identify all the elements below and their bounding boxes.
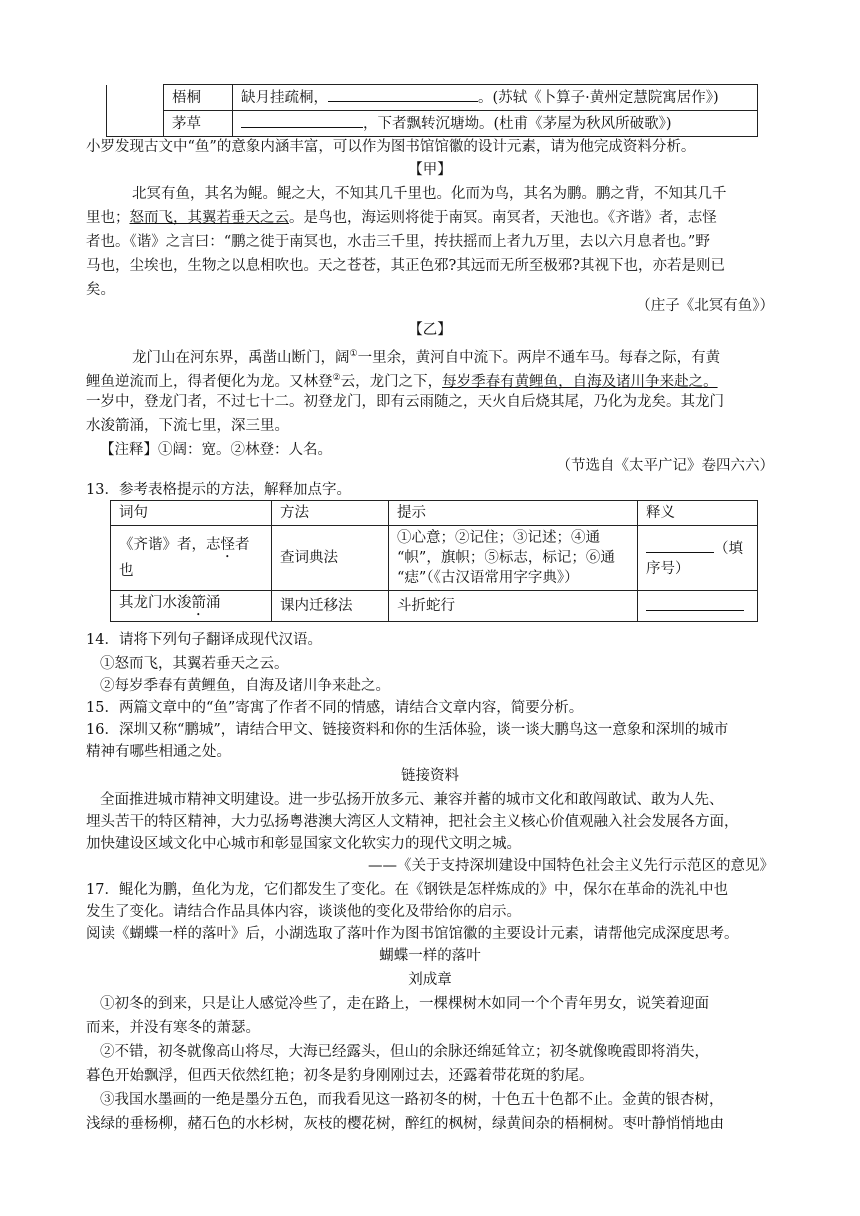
phrase-cell: 《齐谐》者，志怪者 也 (111, 526, 272, 591)
intro-text: 小罗发现古文中“鱼”的意象内涵丰富，可以作为图书馆馆徽的设计元素，请为他完成资料分析。 (86, 139, 696, 155)
image-label: 茅草 (164, 111, 233, 137)
poem-line (233, 85, 758, 111)
header-cell: 释义 (638, 501, 758, 526)
poem-source: ，下者飘转沉塘坳。(杜甫《茅屋为秋风所破歌》) (363, 116, 672, 132)
poem-line (233, 111, 758, 137)
essay-title: 蝴蝶一样的落叶 (379, 948, 481, 964)
essay-paragraph: ③我国水墨画的一绝是墨分五色，而我看见这一路初冬的树，十色五十色都不止。金黄的银杏树， (100, 1092, 724, 1108)
answer-hint: 序号） (646, 560, 690, 577)
phrase-cell: 其龙门水浚箭涌 (111, 591, 272, 622)
table-spacer-cell (107, 85, 164, 137)
answer-blank[interactable] (241, 113, 363, 128)
link-line: 加快建设区域文化中心城市和彰显国家文化软实力的现代文明之城。 (86, 836, 521, 852)
hint-cell: 斗折蛇行 (389, 591, 638, 622)
answer-blank[interactable] (646, 596, 744, 611)
header-cell: 词句 (111, 501, 272, 526)
table-header-row (111, 501, 758, 526)
translation-item: ②每岁季春有黄鲤鱼，自海及诸川争来赴之。 (100, 678, 390, 694)
answer-hint: （填 (714, 540, 743, 557)
yi-source: （节选自《太平广记》卷四六六） (556, 458, 774, 474)
answer-cell[interactable] (638, 526, 758, 591)
jia-source: （庄子《北冥有鱼》） (636, 298, 774, 314)
q13-table (110, 500, 758, 622)
jia-line: 马也，尘埃也，生物之以息相吹也。天之苍苍，其正色邪?其远而无所至极邪?其视下也，亦若是则已 (86, 258, 726, 274)
question-16-cont: 精神有哪些相通之处。 (86, 744, 231, 760)
table-row (107, 85, 758, 111)
jia-line (86, 208, 717, 228)
yi-line (86, 368, 718, 392)
question-15: 15．两篇文章中的“鱼”寄寓了作者不同的情感，请结合文章内容，简要分析。 (86, 700, 584, 716)
yi-text: 鲤鱼逆流而上，得者便化为龙。又林登 (86, 373, 333, 390)
question-13: 13．参考表格提示的方法，解释加点字。 (86, 482, 351, 498)
jia-line: 者也。《谐》之言曰：“鹏之徙于南冥也，水击三千里，抟扶摇而上者九万里，去以六月息者也。”野 (86, 234, 710, 250)
table-row (107, 111, 758, 137)
phrase-text: 也 (119, 563, 134, 579)
underlined-sentence: 怒而飞，其翼若垂天之云 (129, 210, 289, 226)
link-material-title: 链接资料 (401, 768, 459, 784)
essay-author: 刘成章 (408, 972, 452, 988)
question-17-cont: 发生了变化。请结合作品具体内容，谈谈他的变化及带给你的启示。 (86, 904, 521, 920)
reading-intro: 阅读《蝴蝶一样的落叶》后，小湖选取了落叶作为图书馆馆徽的主要设计元素，请帮他完成深度思考。 (86, 926, 739, 942)
hint-line: “帜”，旗帜；⑤标志，标记；⑥通 (397, 550, 615, 566)
jia-line: 矣。 (86, 282, 115, 298)
footnote-mark: ② (332, 373, 341, 383)
section-heading-yi: 【乙】 (408, 322, 452, 338)
poem-source: 。(苏轼《卜算子·黄州定慧院寓居作》) (478, 90, 719, 106)
essay-paragraph: ②不错，初冬就像高山将尽，大海已经露头，但山的余脉还绵延耸立；初冬就像晚霞即将消失， (100, 1044, 709, 1060)
header-cell: 方法 (272, 501, 389, 526)
link-line: 埋头苦干的特区精神，大力弘扬粤港澳大湾区人文精神，把社会主义核心价值观融入社会发展各方面， (86, 814, 739, 830)
translation-item: ①怒而飞，其翼若垂天之云。 (100, 656, 289, 672)
question-14: 14．请将下列句子翻译成现代汉语。 (86, 632, 322, 648)
hint-line: ①心意；②记住；③记述；④通 (397, 530, 600, 546)
table-row (111, 591, 758, 622)
yi-note: 【注释】①阔：宽。②林登：人名。 (100, 442, 332, 458)
answer-blank[interactable] (328, 87, 478, 102)
table-row (111, 526, 758, 591)
poetry-table (106, 84, 758, 137)
method-cell: 查词典法 (272, 526, 389, 591)
hint-line: “痣”（《古汉语常用字字典》） (397, 570, 579, 586)
answer-cell[interactable] (638, 591, 758, 622)
section-heading-jia: 【甲】 (408, 162, 452, 178)
link-line: 全面推进城市精神文明建设。进一步弘扬开放多元、兼容并蓄的城市文化和敢闯敢试、敢为人先、 (100, 792, 724, 808)
method-cell: 课内迁移法 (272, 591, 389, 622)
question-16: 16．深圳又称“鹏城”，请结合甲文、链接资料和你的生活体验，谈一谈大鹏鸟这一意象和深圳的城市 (86, 722, 729, 738)
dotted-character: 怪 (220, 537, 235, 553)
essay-paragraph: ①初冬的到来，只是让人感觉冷些了，走在路上，一棵棵树木如同一个个青年男女，说笑着迎面 (100, 996, 709, 1012)
yi-text: 龙门山在河东界，禹凿山断门，阔 (132, 349, 350, 366)
yi-line: 水浚箭涌，下流七里，深三里。 (86, 418, 289, 434)
footnote-mark: ① (349, 349, 358, 359)
image-label: 梧桐 (164, 85, 233, 111)
yi-text: 云，龙门之下， (340, 373, 443, 390)
poem-text: 缺月挂疏桐， (241, 90, 328, 106)
link-source: ——《关于支持深圳建设中国特色社会主义先行示范区的意见》 (368, 858, 774, 874)
dotted-character: 箭 (191, 595, 206, 611)
essay-paragraph: 浅绿的垂杨柳，赭石色的水杉树，灰枝的樱花树，醉红的枫树，绿黄间杂的梧桐树。枣叶静悄悄地由 (86, 1116, 724, 1132)
jia-line: 北冥有鱼，其名为鲲。鲲之大，不知其几千里也。化而为鸟，其名为鹏。鹏之背，不知其几千 (132, 186, 727, 202)
underlined-sentence: 每岁季春有黄鲤鱼，自海及诸川争来赴之。 (442, 373, 718, 390)
answer-blank[interactable] (646, 538, 714, 553)
hint-cell (389, 526, 638, 591)
essay-paragraph: 暮色开始飘浮，但西天依然红艳；初冬是豹身刚刚过去，还露着带花斑的豹尾。 (86, 1068, 594, 1084)
yi-line (132, 344, 720, 368)
header-cell: 提示 (389, 501, 638, 526)
jia-text: 里也； (86, 210, 130, 226)
yi-text: 一里余，黄河自中流下。两岸不通车马。每春之际，有黄 (357, 349, 721, 366)
yi-line: 一岁中，登龙门者，不过七十二。初登龙门，即有云雨随之，天火自后烧其尾，乃化为龙矣。其龙门 (86, 394, 724, 410)
question-17: 17．鲲化为鹏，鱼化为龙，它们都发生了变化。在《钢铁是怎样炼成的》中，保尔在革命的洗礼中也 (86, 882, 728, 898)
jia-text: 。是鸟也，海运则将徙于南冥。南冥者，天池也。《齐谐》者，志怪 (289, 210, 717, 226)
essay-paragraph: 而来，并没有寒冬的萧瑟。 (86, 1020, 260, 1036)
